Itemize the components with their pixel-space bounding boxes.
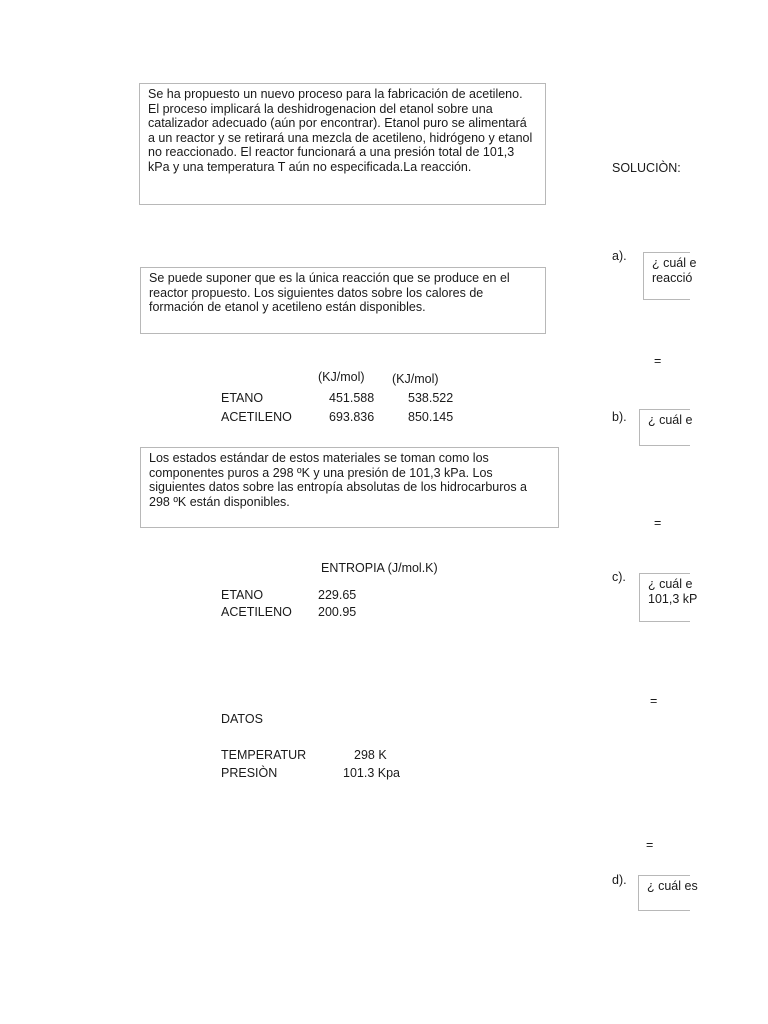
- question-box-c: [639, 573, 698, 622]
- equals-sign: =: [650, 694, 658, 708]
- equals-sign: =: [654, 516, 662, 530]
- question-text-a-line2: reacció: [652, 270, 693, 285]
- heat-row-value: 451.588: [329, 391, 375, 405]
- standard-states-text: Los estados estándar de estos materiales se toman como los componentes puros a 298 ºK y una presión de 101,3 kPa. Los siguientes datos sobre las entropía absolutas de los hidrocarburos a 298 ºK están disponibles.: [149, 451, 528, 509]
- question-box-b: [639, 409, 693, 446]
- heat-row-name: ACETILENO: [221, 410, 292, 424]
- entropy-row-name: ACETILENO: [221, 605, 292, 619]
- equals-sign: =: [646, 838, 654, 852]
- datos-value: 101.3 Kpa: [343, 766, 400, 780]
- intro-text-box: [139, 83, 546, 205]
- solution-title: SOLUCIÒN:: [612, 161, 681, 175]
- heat-row-value: 693.836: [329, 410, 375, 424]
- question-box-d: [638, 875, 698, 911]
- heat-row-value: 850.145: [408, 410, 454, 424]
- assumption-text: Se puede suponer que es la única reacción que se produce en el reactor propuesto. Los siguientes datos sobre los calores de formación de etanol y acetileno están disponibles.: [149, 271, 510, 314]
- solution-item-label-c: c).: [612, 570, 626, 584]
- solution-item-label-a: a).: [612, 249, 627, 263]
- question-text-a-line1: ¿ cuál e: [652, 256, 697, 270]
- question-text-d-line1: ¿ cuál es: [647, 879, 698, 893]
- solution-item-label-b: b).: [612, 410, 627, 424]
- datos-label: PRESIÒN: [221, 766, 278, 780]
- heat-header-1: (KJ/mol): [318, 370, 365, 384]
- datos-value: 298 K: [354, 748, 387, 762]
- entropy-header: ENTROPIA (J/mol.K): [321, 561, 438, 575]
- equals-sign: =: [654, 354, 662, 368]
- question-text-c-line2: 101,3 kP: [648, 591, 698, 606]
- intro-text: Se ha propuesto un nuevo proceso para la fabricación de acetileno. El proceso implicará la deshidrogenacion del etanol sobre una catalizador adecuado (aún por encontrar). Etanol puro se alimentará a un reactor y se retirará una mezcla de acetileno, hidrógeno y etanol no reaccionado. El reactor funcionará a una presión total de 101,3 kPa y una temperatura T aún no especificada.La reacción.: [148, 87, 533, 174]
- entropy-row-value: 200.95: [318, 605, 357, 619]
- heat-row-value: 538.522: [408, 391, 454, 405]
- entropy-row-value: 229.65: [318, 588, 357, 602]
- solution-item-label-d: d).: [612, 873, 627, 887]
- question-text-b-line1: ¿ cuál e: [648, 413, 693, 427]
- assumption-text-box: [140, 267, 546, 334]
- entropy-row-name: ETANO: [221, 588, 264, 602]
- question-text-c-line1: ¿ cuál e: [648, 577, 693, 591]
- standard-states-text-box: [140, 447, 559, 528]
- datos-label: TEMPERATUR: [221, 748, 307, 762]
- heat-header-2: (KJ/mol): [392, 372, 439, 386]
- question-box-a: [643, 252, 697, 300]
- heat-row-name: ETANO: [221, 391, 264, 405]
- datos-title: DATOS: [221, 712, 263, 726]
